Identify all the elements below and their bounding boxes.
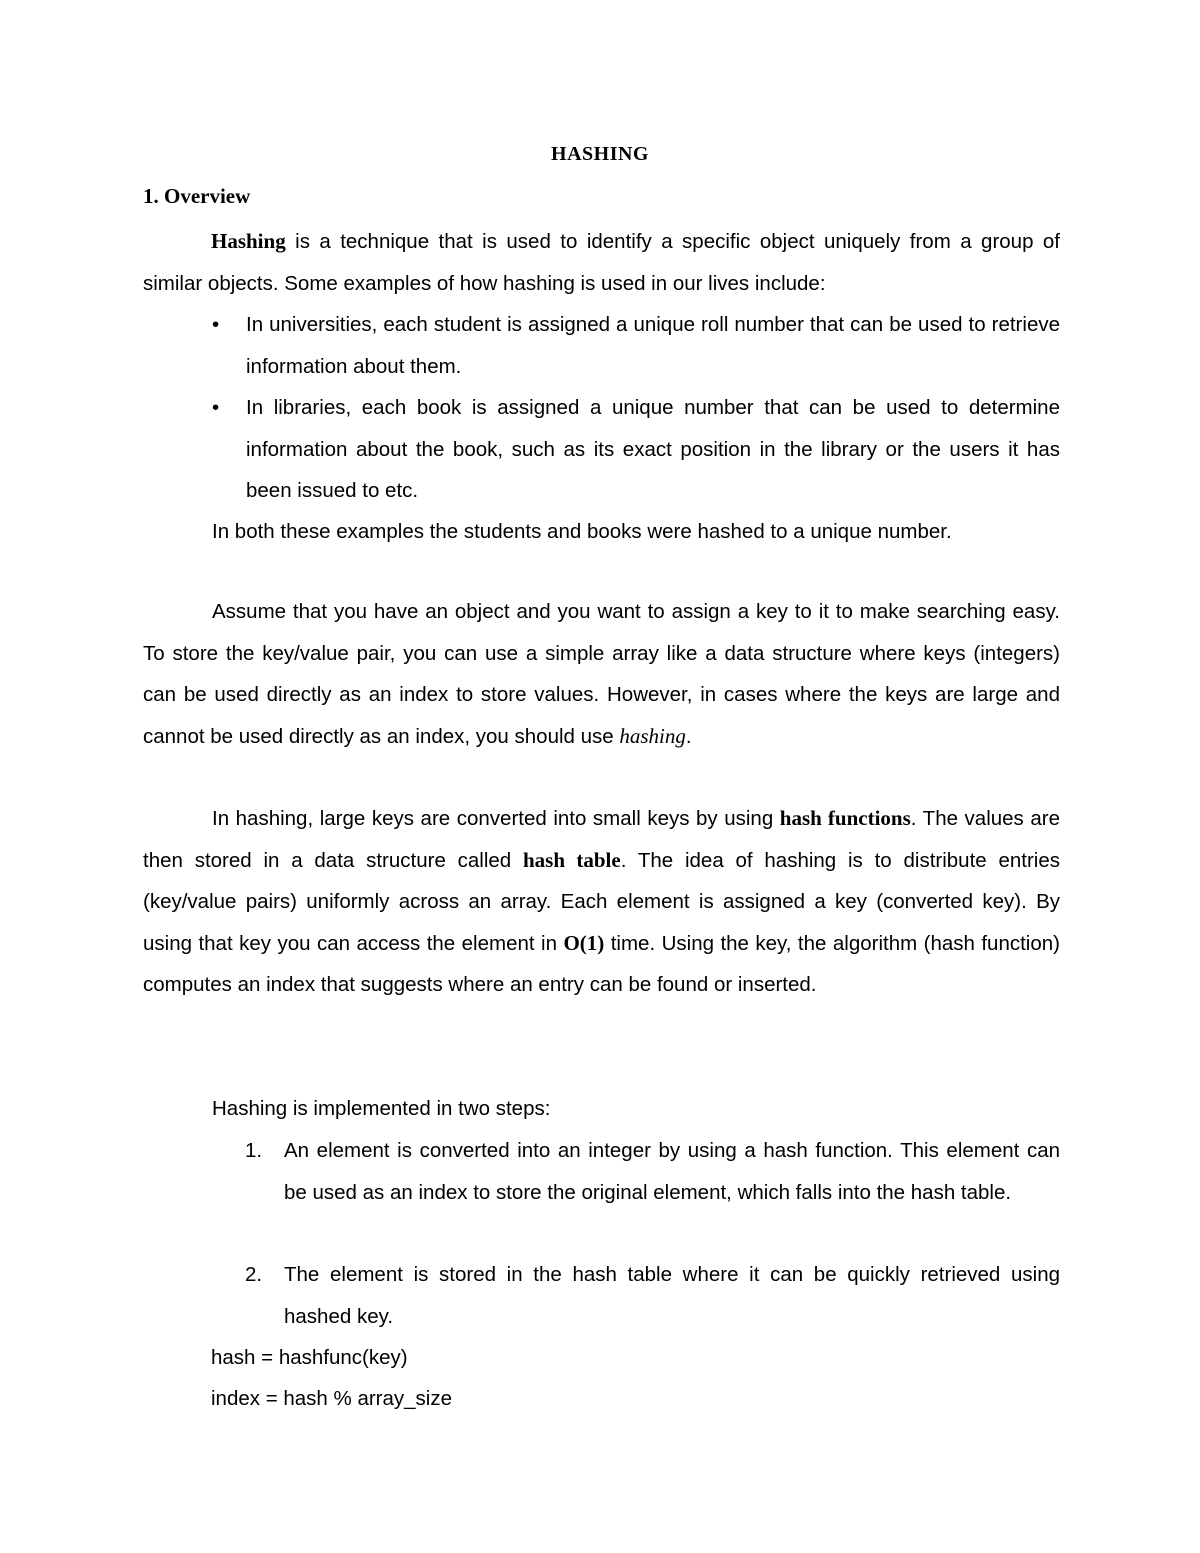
hashing-text-1: In hashing, large keys are converted into small keys by using: [212, 807, 780, 830]
steps-intro: Hashing is implemented in two steps:: [212, 1097, 551, 1120]
emphasis-hashing: hashing: [619, 723, 686, 748]
conclusion-text: In both these examples the students and books were hashed to a unique number.: [212, 520, 952, 543]
assume-text: Assume that you have an object and you want to assign a key to it to make searching easy. To store the key/value pair, you can use a simple array like a data structure where keys (integers) can be used directly as an index to store values. However, in cases where the keys are large and cannot be used directly as an index, you should use: [143, 600, 1060, 748]
hashing-text-2: . The values are then stored in a data structure called: [143, 807, 1060, 872]
hashing-text-3: . The idea of hashing is to distribute entries (key/value pairs) uniformly across an array. Each element is assigned a key (converted key). By using that key you can access the element in: [143, 848, 1060, 955]
section-number: 1.: [143, 184, 159, 208]
step-item: The element is stored in the hash table where it can be quickly retrieved using hashed key.: [284, 1263, 1060, 1328]
section-heading: [143, 184, 250, 209]
overview-text: is a technique that is used to identify a specific object uniquely from a group of similar objects. Some examples of how hashing is used in our lives include:: [143, 230, 1060, 295]
bullet-icon: •: [212, 313, 220, 336]
step-number: 1.: [245, 1139, 263, 1162]
term-big-o: O(1): [563, 930, 605, 955]
bullet-item: In libraries, each book is assigned a unique number that can be used to determine information about the book, such as its exact position in the library or the users it has been issued to etc.: [246, 396, 1060, 502]
assume-paragraph: [143, 591, 1060, 757]
hashing-text-4: time. Using the key, the algorithm (hash function) computes an index that suggests where an entry can be found or inserted.: [143, 931, 1060, 996]
document-title: HASHING: [551, 143, 649, 165]
step-item: An element is converted into an integer by using a hash function. This element can be used as an index to store the original element, which falls into the hash table.: [284, 1139, 1060, 1204]
bullet-item: In universities, each student is assigned a unique roll number that can be used to retrieve information about them.: [246, 313, 1060, 378]
bullet-icon: •: [212, 396, 220, 419]
term-hash-table: hash table: [523, 847, 621, 872]
assume-end: .: [685, 724, 692, 748]
term-hash-functions: hash functions: [779, 806, 911, 830]
code-line: hash = hashfunc(key): [211, 1346, 408, 1369]
section-title: Overview: [164, 184, 251, 208]
term-hashing: Hashing: [211, 229, 286, 253]
step-number: 2.: [245, 1263, 263, 1286]
overview-paragraph: [143, 221, 1060, 304]
code-line: index = hash % array_size: [211, 1387, 453, 1410]
hashing-paragraph: [143, 798, 1060, 1006]
